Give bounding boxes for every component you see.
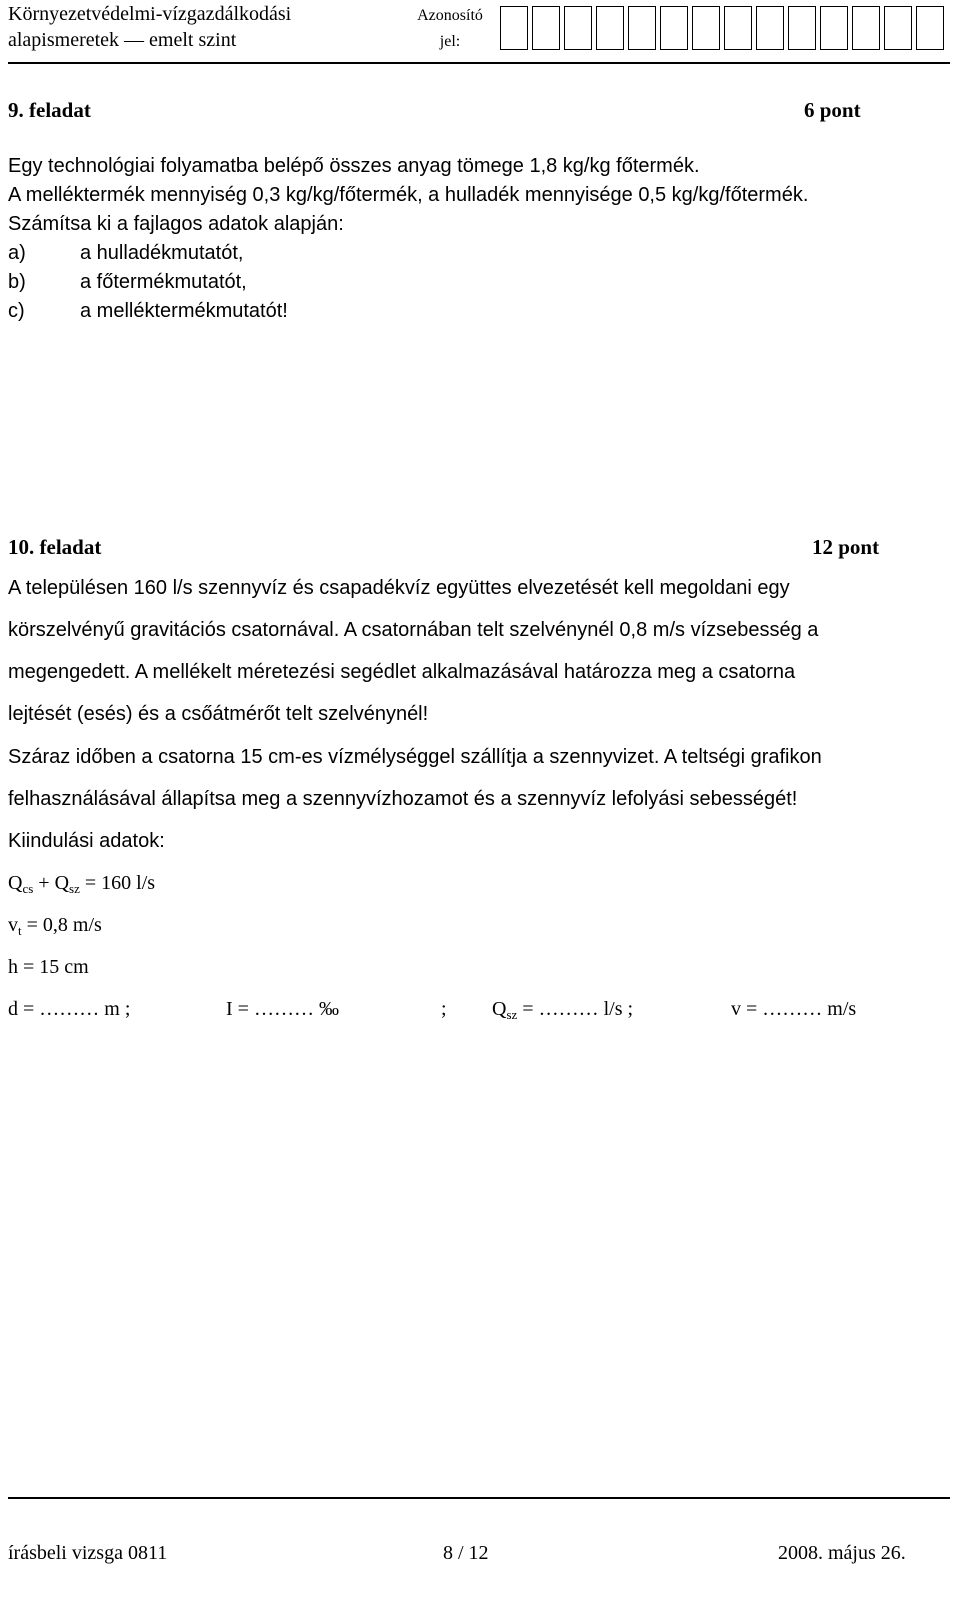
footer-date: 2008. május 26. bbox=[778, 1542, 906, 1564]
velocity-value: = 0,8 m/s bbox=[21, 914, 102, 936]
answer-velocity[interactable]: v = ……… m/s bbox=[731, 998, 857, 1020]
task9-line: A melléktermék mennyiség 0,3 kg/kg/főtermék, a hulladék mennyisége 0,5 kg/kg/főtermék. bbox=[8, 184, 809, 206]
id-box[interactable] bbox=[756, 6, 784, 50]
v-subscript: t bbox=[18, 923, 22, 938]
id-box[interactable] bbox=[532, 6, 560, 50]
id-box[interactable] bbox=[660, 6, 688, 50]
id-label-line2: jel: bbox=[439, 33, 461, 50]
plus-q: + Q bbox=[33, 872, 70, 894]
task9-item-marker: a) bbox=[8, 242, 26, 264]
answer-q-symbol: Q bbox=[492, 998, 507, 1020]
depth-input: h = 15 cm bbox=[8, 956, 89, 978]
task10-line: felhasználásával állapítsa meg a szennyvízhozamot és a szennyvíz lefolyási sebességét! bbox=[8, 788, 798, 810]
task9-points: 6 pont bbox=[804, 98, 861, 122]
header-rule bbox=[8, 62, 950, 64]
task9-item-text: a melléktermékmutatót! bbox=[80, 300, 288, 322]
v-symbol: v bbox=[8, 914, 18, 936]
subject-title-line1: Környezetvédelmi-vízgazdálkodási bbox=[8, 3, 292, 25]
id-box[interactable] bbox=[820, 6, 848, 50]
task9-item-marker: b) bbox=[8, 271, 26, 293]
task9-line: Számítsa ki a fajlagos adatok alapján: bbox=[8, 213, 344, 235]
id-box[interactable] bbox=[724, 6, 752, 50]
task10-line: lejtését (esés) és a csőátmérőt telt szelvénynél! bbox=[8, 703, 429, 725]
task9-item-text: a hulladékmutatót, bbox=[80, 242, 244, 264]
task10-line: Kiindulási adatok: bbox=[8, 830, 165, 852]
q-cs-subscript: cs bbox=[22, 881, 34, 896]
velocity-input bbox=[8, 914, 102, 937]
id-box[interactable] bbox=[692, 6, 720, 50]
task9-item-text: a főtermékmutatót, bbox=[80, 271, 247, 293]
task10-line: körszelvényű gravitációs csatornával. A csatornában telt szelvénynél 0,8 m/s vízsebesség a bbox=[8, 619, 819, 641]
task10-line: megengedett. A mellékelt méretezési segédlet alkalmazásával határozza meg a csatorna bbox=[8, 661, 796, 683]
id-box[interactable] bbox=[500, 6, 528, 50]
answer-flow-blank: = ……… l/s ; bbox=[517, 998, 634, 1020]
answer-separator: ; bbox=[441, 998, 447, 1020]
id-box[interactable] bbox=[596, 6, 624, 50]
q-symbol: Q bbox=[8, 872, 23, 894]
task9-item-marker: c) bbox=[8, 300, 25, 322]
id-box[interactable] bbox=[852, 6, 880, 50]
id-label-line1: Azonosító bbox=[417, 7, 483, 24]
id-label bbox=[412, 6, 488, 52]
answer-slope[interactable]: I = ……… ‰ bbox=[226, 998, 339, 1020]
task9-title: 9. feladat bbox=[8, 98, 91, 122]
flow-input bbox=[8, 872, 155, 895]
id-box[interactable] bbox=[884, 6, 912, 50]
id-box[interactable] bbox=[564, 6, 592, 50]
id-box[interactable] bbox=[788, 6, 816, 50]
answer-diameter[interactable]: d = ……… m ; bbox=[8, 998, 131, 1020]
task10-title: 10. feladat bbox=[8, 535, 102, 559]
q-sz-subscript: sz bbox=[69, 881, 80, 896]
footer-rule bbox=[8, 1497, 950, 1499]
id-box[interactable] bbox=[628, 6, 656, 50]
task10-line: Száraz időben a csatorna 15 cm-es vízmélységgel szállítja a szennyvizet. A teltségi grafikon bbox=[8, 746, 822, 768]
task9-line: Egy technológiai folyamatba belépő összes anyag tömege 1,8 kg/kg főtermék. bbox=[8, 155, 700, 177]
task10-line: A településen 160 l/s szennyvíz és csapadékvíz együttes elvezetését kell megoldani egy bbox=[8, 577, 790, 599]
flow-value: = 160 l/s bbox=[79, 872, 156, 894]
footer-exam-code: írásbeli vizsga 0811 bbox=[8, 1542, 168, 1564]
footer-page-number: 8 / 12 bbox=[443, 1542, 489, 1564]
id-box[interactable] bbox=[916, 6, 944, 50]
answer-q-subscript: sz bbox=[506, 1007, 518, 1022]
subject-title-line2: alapismeretek — emelt szint bbox=[8, 29, 237, 51]
answer-flow[interactable] bbox=[492, 998, 633, 1021]
task10-points: 12 pont bbox=[812, 535, 880, 559]
